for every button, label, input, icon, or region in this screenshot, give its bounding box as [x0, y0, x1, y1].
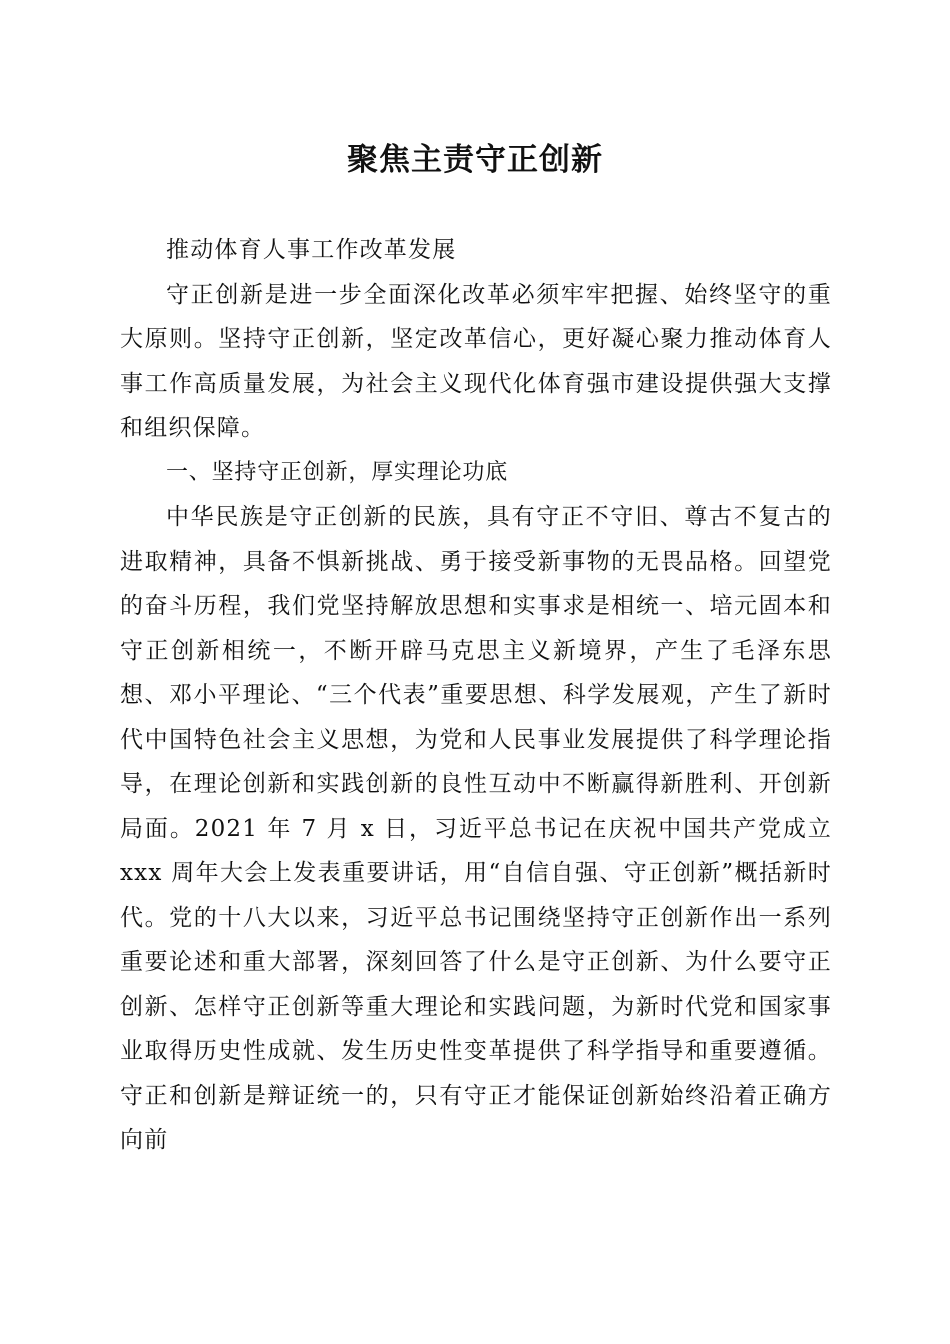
section-heading-1: 一、坚持守正创新，厚实理论功底: [166, 459, 509, 485]
section-1-paragraph: 中华民族是守正创新的民族，具有守正不守旧、尊古不复古的进取精神，具备不惧新挑战、勇于接受新事物的无畏品格。回望党的奋斗历程，我们党坚持解放思想和实事求是相统一、培元固本和守正创新相统一，不断开辟马克思主义新境界，产生了毛泽东思想、邓小平理论、“三个代表”重要思想、科学发展观，产生了新时代中国特色社会主义思想，为党和人民事业发展提供了科学理论指导，在理论创新和实践创新的良性互动中不断赢得新胜利、开创新局面。2021 年 7 月 x 日，习近平总书记在庆祝中国共产党成立 xxx 周年大会上发表重要讲话，用“自信自强、守正创新”概括新时代。党的十八大以来，习近平总书记围绕坚持守正创新作出一系列重要论述和重大部署，深刻回答了什么是守正创新、为什么要守正创新、怎样守正创新等重大理论和实践问题，为新时代党和国家事业取得历史性成就、发生历史性变革提供了科学指导和重要遵循。守正和创新是辩证统一的，只有守正才能保证创新始终沿着正确方向前: [120, 504, 832, 1153]
intro-paragraph: 守正创新是进一步全面深化改革必须牢牢把握、始终坚守的重大原则。坚持守正创新，坚定改革信心，更好凝心聚力推动体育人事工作高质量发展，为社会主义现代化体育强市建设提供强大支撑和组织保障。: [120, 281, 832, 441]
document-subtitle: 推动体育人事工作改革发展: [166, 237, 457, 263]
document-body: [120, 228, 832, 1163]
document-title: 聚焦主责守正创新: [347, 142, 603, 178]
